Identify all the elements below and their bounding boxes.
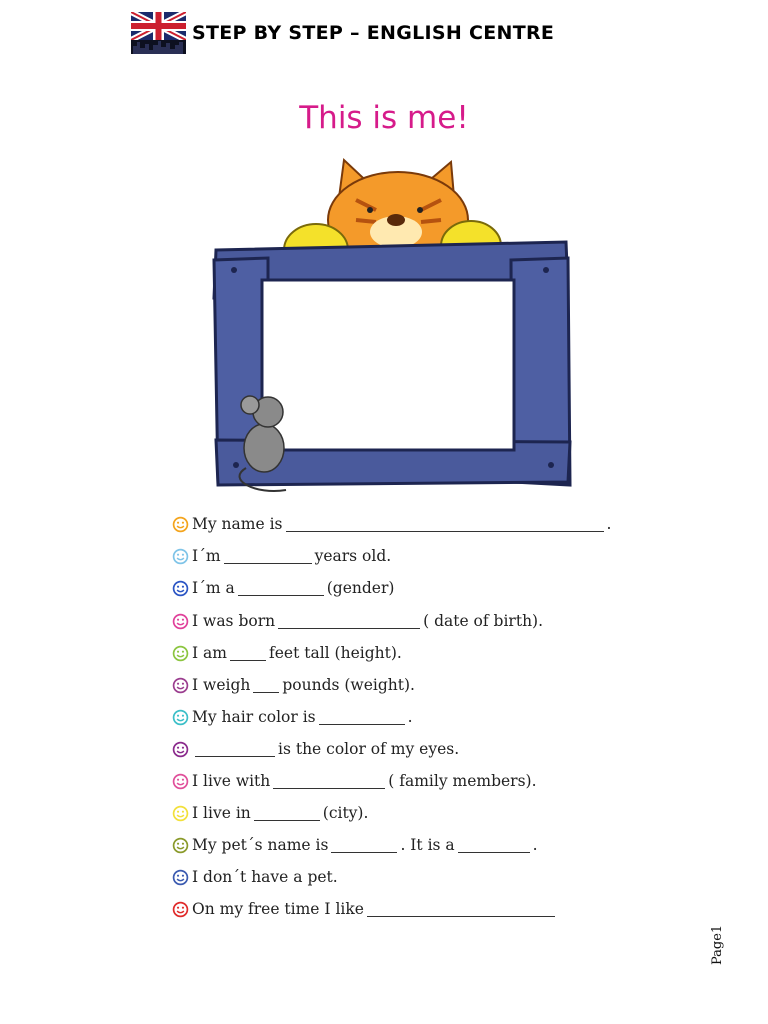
smiley-icon [172, 837, 189, 854]
list-item [172, 769, 537, 793]
line-text-mid: . It is a [400, 836, 455, 854]
smiley-icon [172, 516, 189, 533]
line-text-end: years old. [314, 547, 392, 565]
list-item [172, 801, 368, 825]
line-text-end: pounds (weight). [282, 676, 415, 694]
birth-date-blank[interactable] [278, 614, 420, 629]
page-label: Page [710, 933, 725, 965]
height-blank[interactable] [230, 646, 266, 661]
line-text: I live in [192, 804, 251, 822]
line-text: My hair color is [192, 708, 316, 726]
line-text-end: . [606, 515, 612, 533]
gender-blank[interactable] [238, 581, 324, 596]
list-item [172, 737, 459, 761]
list-item [172, 609, 543, 633]
list-item [172, 865, 338, 889]
line-text: My name is [192, 515, 283, 533]
cat-on-wooden-frame-with-mouse-illustration [206, 150, 576, 500]
smiley-icon [172, 645, 189, 662]
page-number-value: 1 [710, 924, 725, 934]
line-text-end: (gender) [326, 579, 395, 597]
line-text-end: feet tall (height). [269, 644, 402, 662]
list-item [172, 512, 611, 536]
line-text-end: ( family members). [388, 772, 537, 790]
line-text-end: is the color of my eyes. [278, 740, 460, 758]
smiley-icon [172, 773, 189, 790]
smiley-icon [172, 869, 189, 886]
eye-color-blank[interactable] [195, 742, 275, 757]
line-text: I´m a [192, 579, 235, 597]
line-text: I live with [192, 772, 271, 790]
header [131, 12, 554, 54]
list-item [172, 705, 413, 729]
age-blank[interactable] [224, 549, 312, 564]
list-item [172, 576, 394, 600]
line-text: On my free time I like [192, 900, 364, 918]
line-text: I don´t have a pet. [192, 868, 338, 886]
line-text: I was born [192, 612, 276, 630]
list-item [172, 673, 415, 697]
list-item [172, 897, 558, 921]
union-jack-flag-icon [131, 12, 186, 54]
line-text-end: . [407, 708, 413, 726]
line-text-end: ( date of birth). [423, 612, 544, 630]
smiley-icon [172, 901, 189, 918]
brand-name: STEP BY STEP – ENGLISH CENTRE [192, 22, 555, 44]
free-time-blank[interactable] [367, 902, 555, 917]
smiley-icon [172, 805, 189, 822]
city-blank[interactable] [254, 806, 320, 821]
page-number [710, 925, 730, 965]
smiley-icon [172, 548, 189, 565]
smiley-icon [172, 580, 189, 597]
hair-color-blank[interactable] [319, 710, 405, 725]
family-members-blank[interactable] [273, 774, 385, 789]
line-text: I am [192, 644, 227, 662]
page-title: This is me! [299, 100, 469, 136]
pet-name-blank[interactable] [331, 838, 397, 853]
smiley-icon [172, 613, 189, 630]
line-text-end: . [532, 836, 538, 854]
pet-type-blank[interactable] [458, 838, 530, 853]
line-text: I´m [192, 547, 221, 565]
smiley-icon [172, 709, 189, 726]
list-item [172, 833, 538, 857]
line-text: I weigh [192, 676, 251, 694]
list-item [172, 641, 402, 665]
weight-blank[interactable] [253, 678, 279, 693]
smiley-icon [172, 741, 189, 758]
line-text: My pet´s name is [192, 836, 329, 854]
line-text-end: (city). [322, 804, 369, 822]
name-blank[interactable] [286, 517, 604, 532]
smiley-icon [172, 677, 189, 694]
list-item [172, 544, 391, 568]
